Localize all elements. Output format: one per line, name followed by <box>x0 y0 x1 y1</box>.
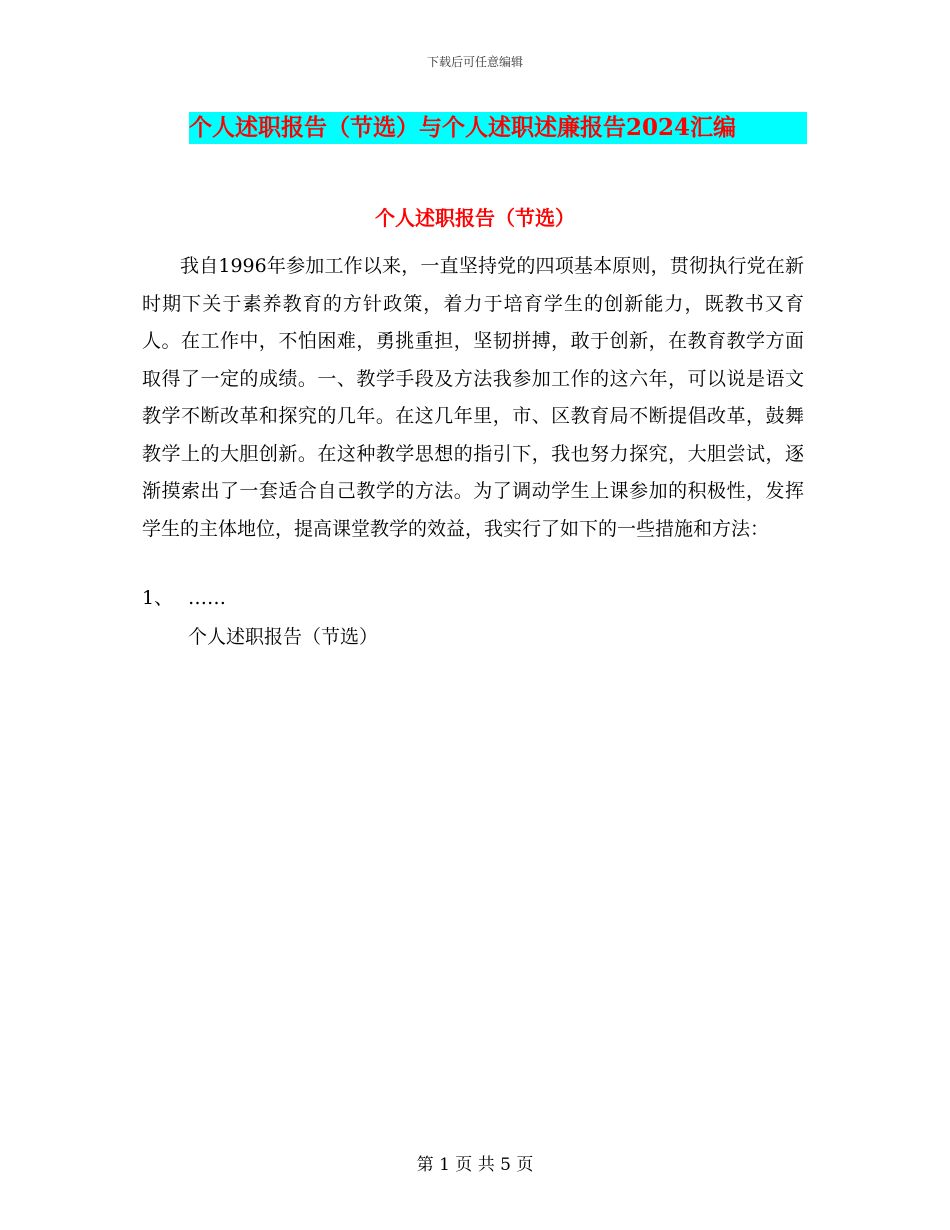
sub-heading: 个人述职报告（节选） <box>188 626 379 648</box>
section-title: 个人述职报告（节选） <box>375 206 575 230</box>
body-paragraph: 我自1996年参加工作以来，一直坚持党的四项基本原则，贯彻执行党在新时期下关于素养教育的方针政策，着力于培育学生的创新能力，既教书又育人。在工作中，不怕困难，勇挑重担，坚韧拼搏，敢于创新，在教育教学方面取得了一定的成绩。一、教学手段及方法我参加工作的这六年，可以说是语文教学不断改革和探究的几年。在这几年里，市、区教育局不断提倡改革，鼓舞教学上的大胆创新。在这种教学思想的指引下，我也努力探究，大胆尝试，逐渐摸索出了一套适合自己教学的方法。为了调动学生上课参加的积极性，发挥学生的主体地位，提高课堂教学的效益，我实行了如下的一些措施和方法： <box>142 255 804 540</box>
page-footer: 第 1 页 共 5 页 <box>416 1155 534 1175</box>
list-item <box>142 583 226 613</box>
list-item-number: 1、 <box>142 587 174 609</box>
page-header-note: 下载后可任意编辑 <box>426 55 523 69</box>
list-item-text: …… <box>188 587 226 609</box>
document-main-title: 个人述职报告（节选）与个人述职述廉报告2024汇编 <box>189 112 807 144</box>
